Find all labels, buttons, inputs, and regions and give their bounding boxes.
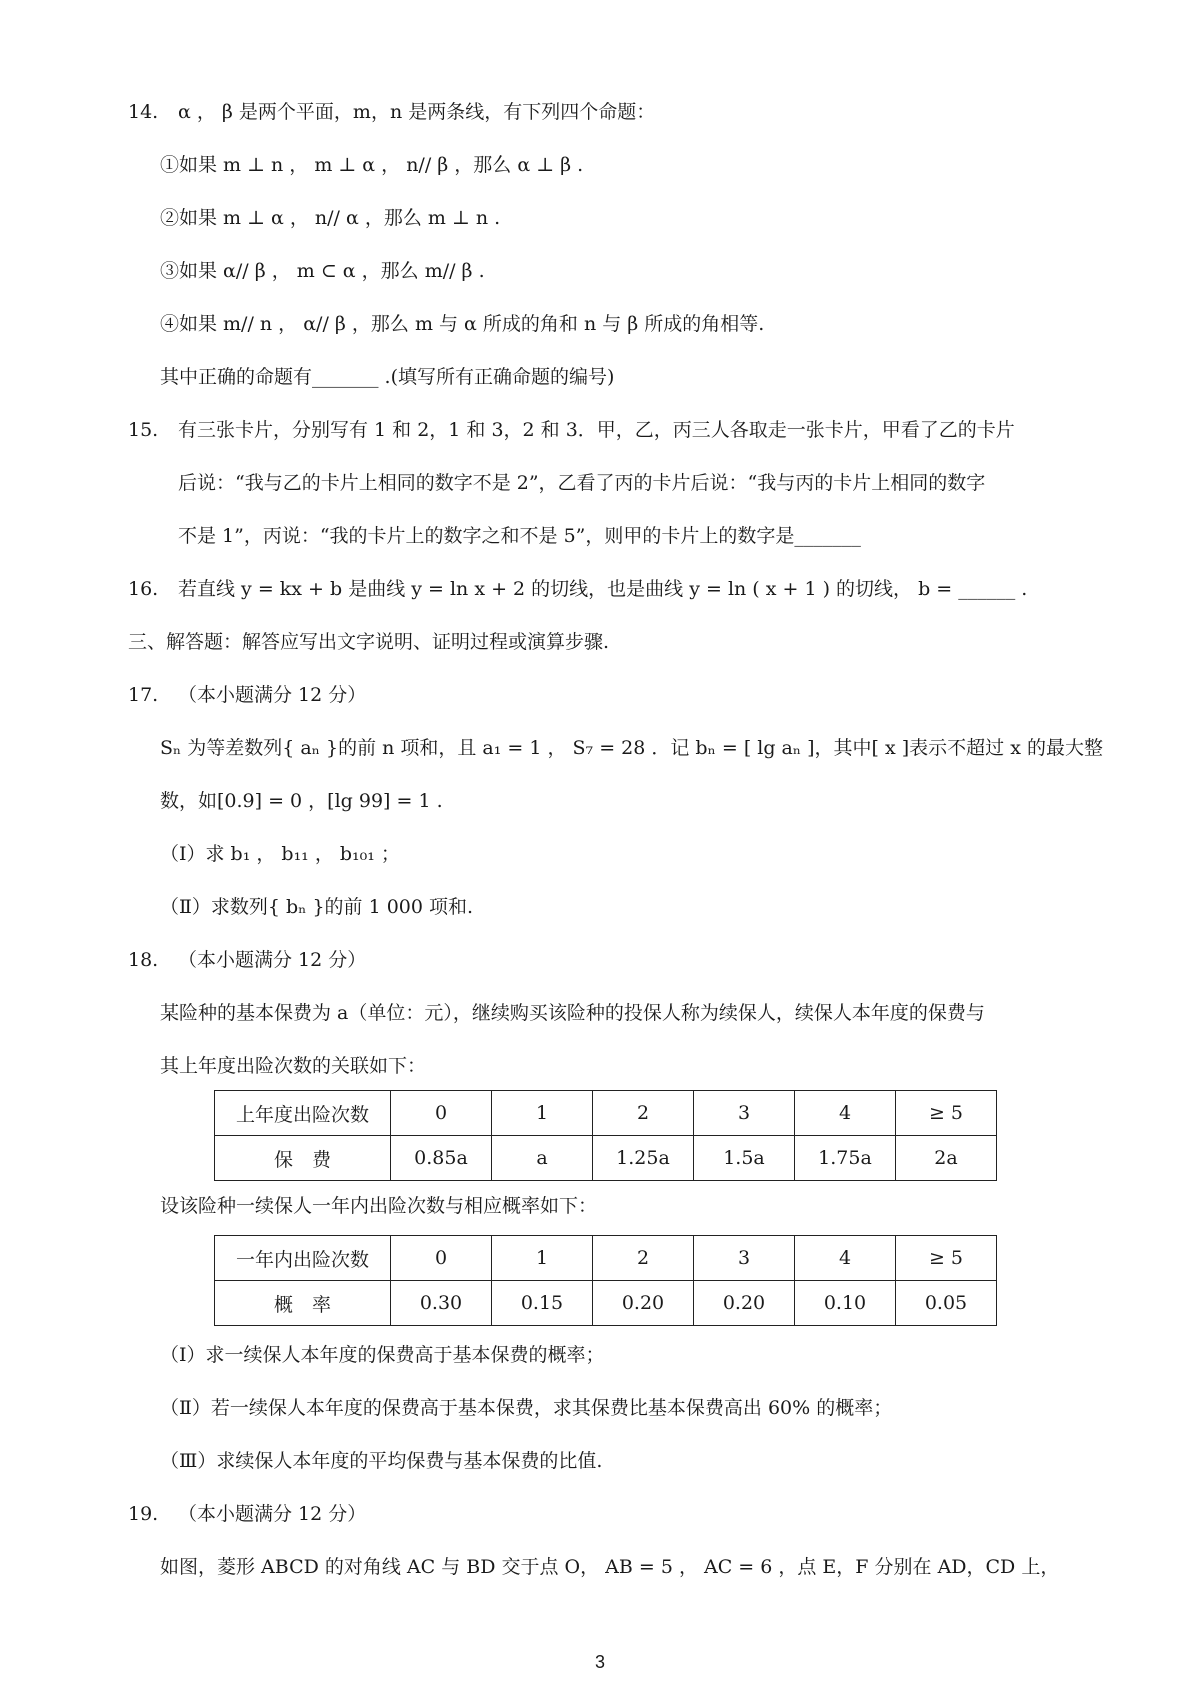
table-cell: 0 (391, 1236, 492, 1281)
q17-part-1: （Ⅰ）求 b₁ ， b₁₁ ， b₁₀₁ ； (160, 843, 400, 865)
page-number: 3 (594, 1652, 605, 1672)
q14-prompt: 其中正确的命题有_______ .(填写所有正确命题的编号) (160, 366, 615, 388)
table-cell: a (492, 1136, 593, 1181)
q15-line-3: 不是 1”，丙说：“我的卡片上的数字之和不是 5”，则甲的卡片上的数字是_______ (178, 525, 861, 547)
table-cell: 保 费 (215, 1136, 391, 1181)
q18-header: （本小题满分 12 分） (178, 949, 367, 971)
section-heading: 三、解答题：解答应写出文字说明、证明过程或演算步骤. (128, 631, 610, 653)
premium-table (214, 1090, 997, 1181)
table-cell: 3 (694, 1091, 795, 1136)
q14-option-4: ④如果 m// n ， α// β ，那么 m 与 α 所成的角和 n 与 β 所成的角相等. (160, 313, 765, 335)
table-cell: 0 (391, 1091, 492, 1136)
q14-option-2: ②如果 m ⊥ α ， n// α ，那么 m ⊥ n . (160, 207, 501, 229)
table-row (215, 1236, 997, 1281)
table-cell: 2a (896, 1136, 997, 1181)
q19-number: 19. (128, 1503, 159, 1525)
q17-line-2: 数，如[0.9] = 0 ，[lg 99] = 1 . (160, 790, 443, 812)
table-cell: 一年内出险次数 (215, 1236, 391, 1281)
table-cell: 1 (492, 1236, 593, 1281)
table-cell: 0.10 (795, 1281, 896, 1326)
q18-between: 设该险种一续保人一年内出险次数与相应概率如下： (160, 1195, 598, 1217)
q14-option-1: ①如果 m ⊥ n ， m ⊥ α ， n// β ，那么 α ⊥ β . (160, 154, 584, 176)
q18-line-1: 某险种的基本保费为 a（单位：元），继续购买该险种的投保人称为续保人，续保人本年度的保费与 (160, 1002, 985, 1024)
q17-line-1: Sₙ 为等差数列{ aₙ }的前 n 项和，且 a₁ = 1 ， S₇ = 28 ．记 bₙ = [ lg aₙ ]，其中[ x ]表示不超过 x 的最大整 (160, 737, 1103, 759)
table-cell: 0.15 (492, 1281, 593, 1326)
q19-header: （本小题满分 12 分） (178, 1503, 367, 1525)
table-row (215, 1136, 997, 1181)
table-cell: 1.5a (694, 1136, 795, 1181)
table-cell: 1 (492, 1091, 593, 1136)
q19-line: 如图，菱形 ABCD 的对角线 AC 与 BD 交于点 O， AB = 5 ， AC = 6 ，点 E，F 分别在 AD，CD 上， (160, 1556, 1060, 1578)
q17-number: 17. (128, 684, 159, 706)
table-row (215, 1281, 997, 1326)
q14-option-3: ③如果 α// β ， m ⊂ α ，那么 m// β . (160, 260, 485, 282)
q16-number: 16. (128, 578, 159, 600)
q18-part-1: （Ⅰ）求一续保人本年度的保费高于基本保费的概率； (160, 1344, 605, 1366)
q17-part-2: （Ⅱ）求数列{ bₙ }的前 1 000 项和. (160, 896, 474, 918)
q15-line-1: 有三张卡片，分别写有 1 和 2，1 和 3，2 和 3．甲，乙，丙三人各取走一张卡片，甲看了乙的卡片 (178, 419, 1015, 441)
q14-stem: α ， β 是两个平面，m，n 是两条线，有下列四个命题： (178, 101, 656, 123)
table-cell: 0.05 (896, 1281, 997, 1326)
table-cell: 3 (694, 1236, 795, 1281)
probability-table (214, 1235, 997, 1326)
table-cell: 1.75a (795, 1136, 896, 1181)
table-cell: 2 (593, 1091, 694, 1136)
table-cell: 0.20 (694, 1281, 795, 1326)
table-cell: 0.85a (391, 1136, 492, 1181)
q18-part-3: （Ⅲ）求续保人本年度的平均保费与基本保费的比值. (160, 1450, 603, 1472)
table-cell: 2 (593, 1236, 694, 1281)
table-cell: 上年度出险次数 (215, 1091, 391, 1136)
q14-number: 14. (128, 101, 159, 123)
q15-line-2: 后说：“我与乙的卡片上相同的数字不是 2”，乙看了丙的卡片后说：“我与丙的卡片上相同的数字 (178, 472, 986, 494)
q15-number: 15. (128, 419, 159, 441)
q16-text: 若直线 y = kx + b 是曲线 y = ln x + 2 的切线，也是曲线 y = ln ( x + 1 ) 的切线， b = ______ . (178, 578, 1028, 600)
q17-header: （本小题满分 12 分） (178, 684, 367, 706)
table-cell: 0.20 (593, 1281, 694, 1326)
table-cell: 0.30 (391, 1281, 492, 1326)
q18-number: 18. (128, 949, 159, 971)
table-cell: 概 率 (215, 1281, 391, 1326)
table-row (215, 1091, 997, 1136)
table-cell: 4 (795, 1236, 896, 1281)
q18-line-2: 其上年度出险次数的关联如下： (160, 1055, 427, 1077)
table-cell: 4 (795, 1091, 896, 1136)
table-cell: ≥ 5 (896, 1236, 997, 1281)
table-cell: ≥ 5 (896, 1091, 997, 1136)
table-cell: 1.25a (593, 1136, 694, 1181)
q18-part-2: （Ⅱ）若一续保人本年度的保费高于基本保费，求其保费比基本保费高出 60% 的概率； (160, 1397, 893, 1419)
